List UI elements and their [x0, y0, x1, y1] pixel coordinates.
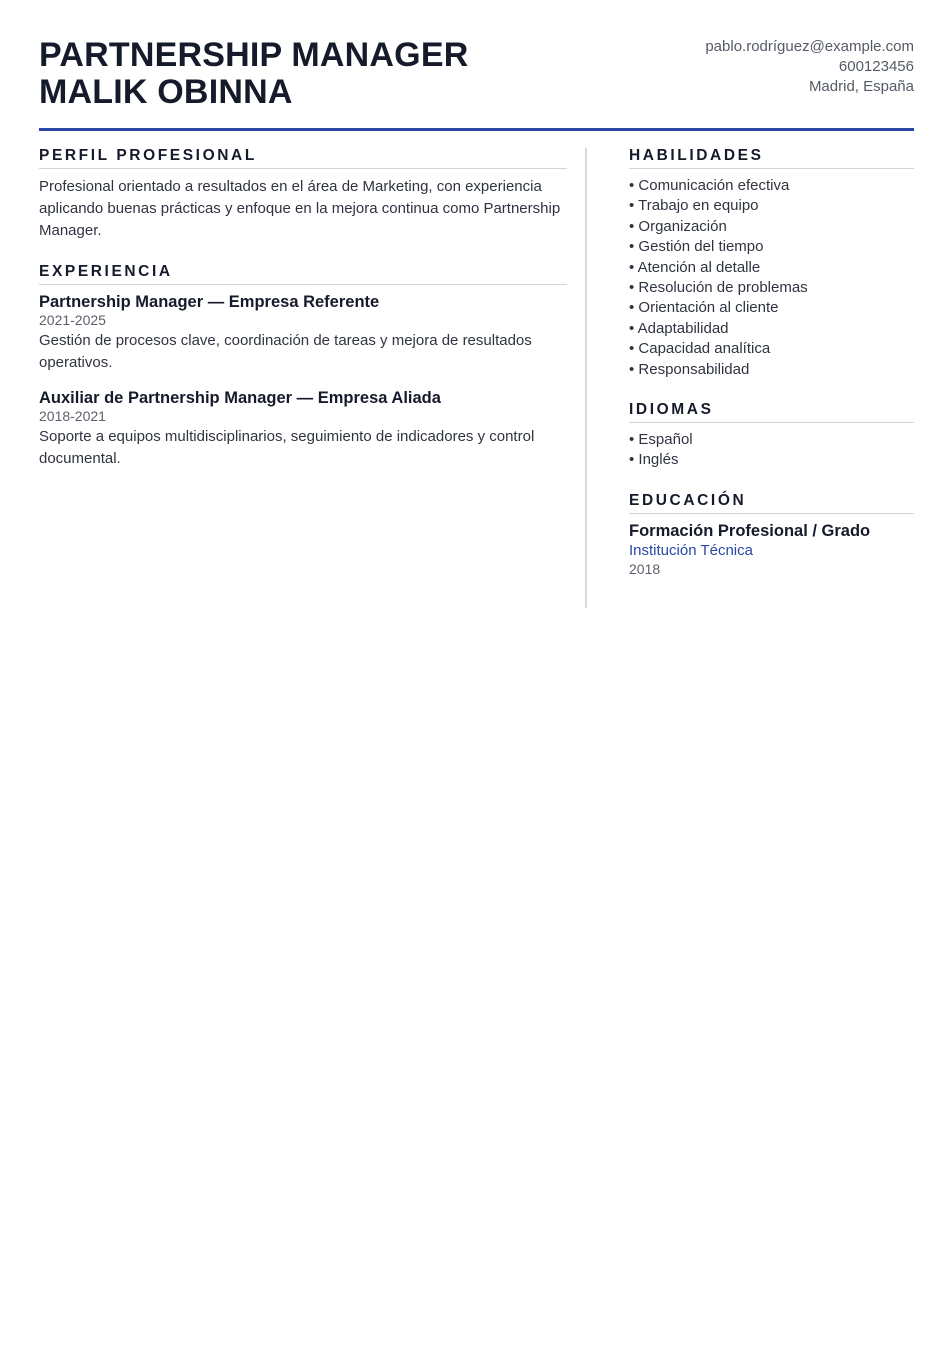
contact-info: [705, 37, 914, 97]
skill-item: • Responsabilidad: [629, 360, 750, 378]
profile-heading: PERFIL PROFESIONAL: [39, 146, 567, 169]
job-entry: [39, 388, 567, 470]
job-dates: 2018-2021: [39, 408, 106, 424]
skills-section: [629, 146, 914, 380]
skill-item: • Atención al detalle: [629, 258, 761, 276]
profile-text: Profesional orientado a resultados en el área de Marketing, con experiencia aplicando buenas prácticas y enfoque en la mejora continua como Partnership Manager.: [39, 178, 561, 239]
resume-page: [39, 0, 914, 577]
job-title-heading: PARTNERSHIP MANAGER: [39, 36, 469, 74]
education-year: 2018: [629, 560, 661, 577]
job-description: Gestión de procesos clave, coordinación de tareas y mejora de resultados operativos.: [39, 332, 532, 371]
skill-item: • Resolución de problemas: [629, 279, 808, 297]
language-item: • Inglés: [629, 451, 679, 469]
languages-section: [629, 400, 914, 471]
profile-section: [39, 146, 567, 242]
column-divider: [585, 148, 587, 608]
job-entry: [39, 292, 567, 374]
contact-phone: 600123456: [838, 58, 914, 75]
language-item: • Español: [629, 431, 693, 449]
skill-item: • Comunicación efectiva: [629, 177, 790, 194]
education-institution: Institución Técnica: [629, 541, 753, 559]
header-accent-rule: [39, 128, 914, 131]
skill-item: • Organización: [629, 217, 727, 235]
languages-heading: IDIOMAS: [629, 400, 914, 423]
education-section: [629, 491, 914, 579]
skills-list: [629, 176, 914, 380]
contact-email: pablo.rodríguez@example.com: [705, 38, 914, 55]
experience-section: [39, 262, 567, 470]
job-description: Soporte a equipos multidisciplinarios, seguimiento de indicadores y control documental.: [39, 428, 535, 467]
skill-item: • Gestión del tiempo: [629, 238, 764, 256]
resume-header: [39, 0, 914, 130]
skill-item: • Capacidad analítica: [629, 340, 771, 358]
languages-list: [629, 430, 914, 471]
job-title: Partnership Manager — Empresa Referente: [39, 293, 380, 311]
education-heading: EDUCACIÓN: [629, 491, 914, 514]
education-degree: Formación Profesional / Grado: [629, 521, 871, 540]
name-title-block: [39, 37, 468, 111]
job-title: Auxiliar de Partnership Manager — Empresa Aliada: [39, 389, 441, 407]
right-column: [629, 146, 914, 579]
skill-item: • Trabajo en equipo: [629, 197, 759, 215]
job-dates: 2021-2025: [39, 312, 106, 328]
skill-item: • Orientación al cliente: [629, 299, 779, 317]
contact-location: Madrid, España: [808, 78, 914, 95]
left-column: [39, 146, 567, 484]
candidate-name: MALIK OBINNA: [39, 73, 293, 111]
skills-heading: HABILIDADES: [629, 146, 914, 169]
experience-heading: EXPERIENCIA: [39, 262, 567, 285]
skill-item: • Adaptabilidad: [629, 319, 729, 337]
